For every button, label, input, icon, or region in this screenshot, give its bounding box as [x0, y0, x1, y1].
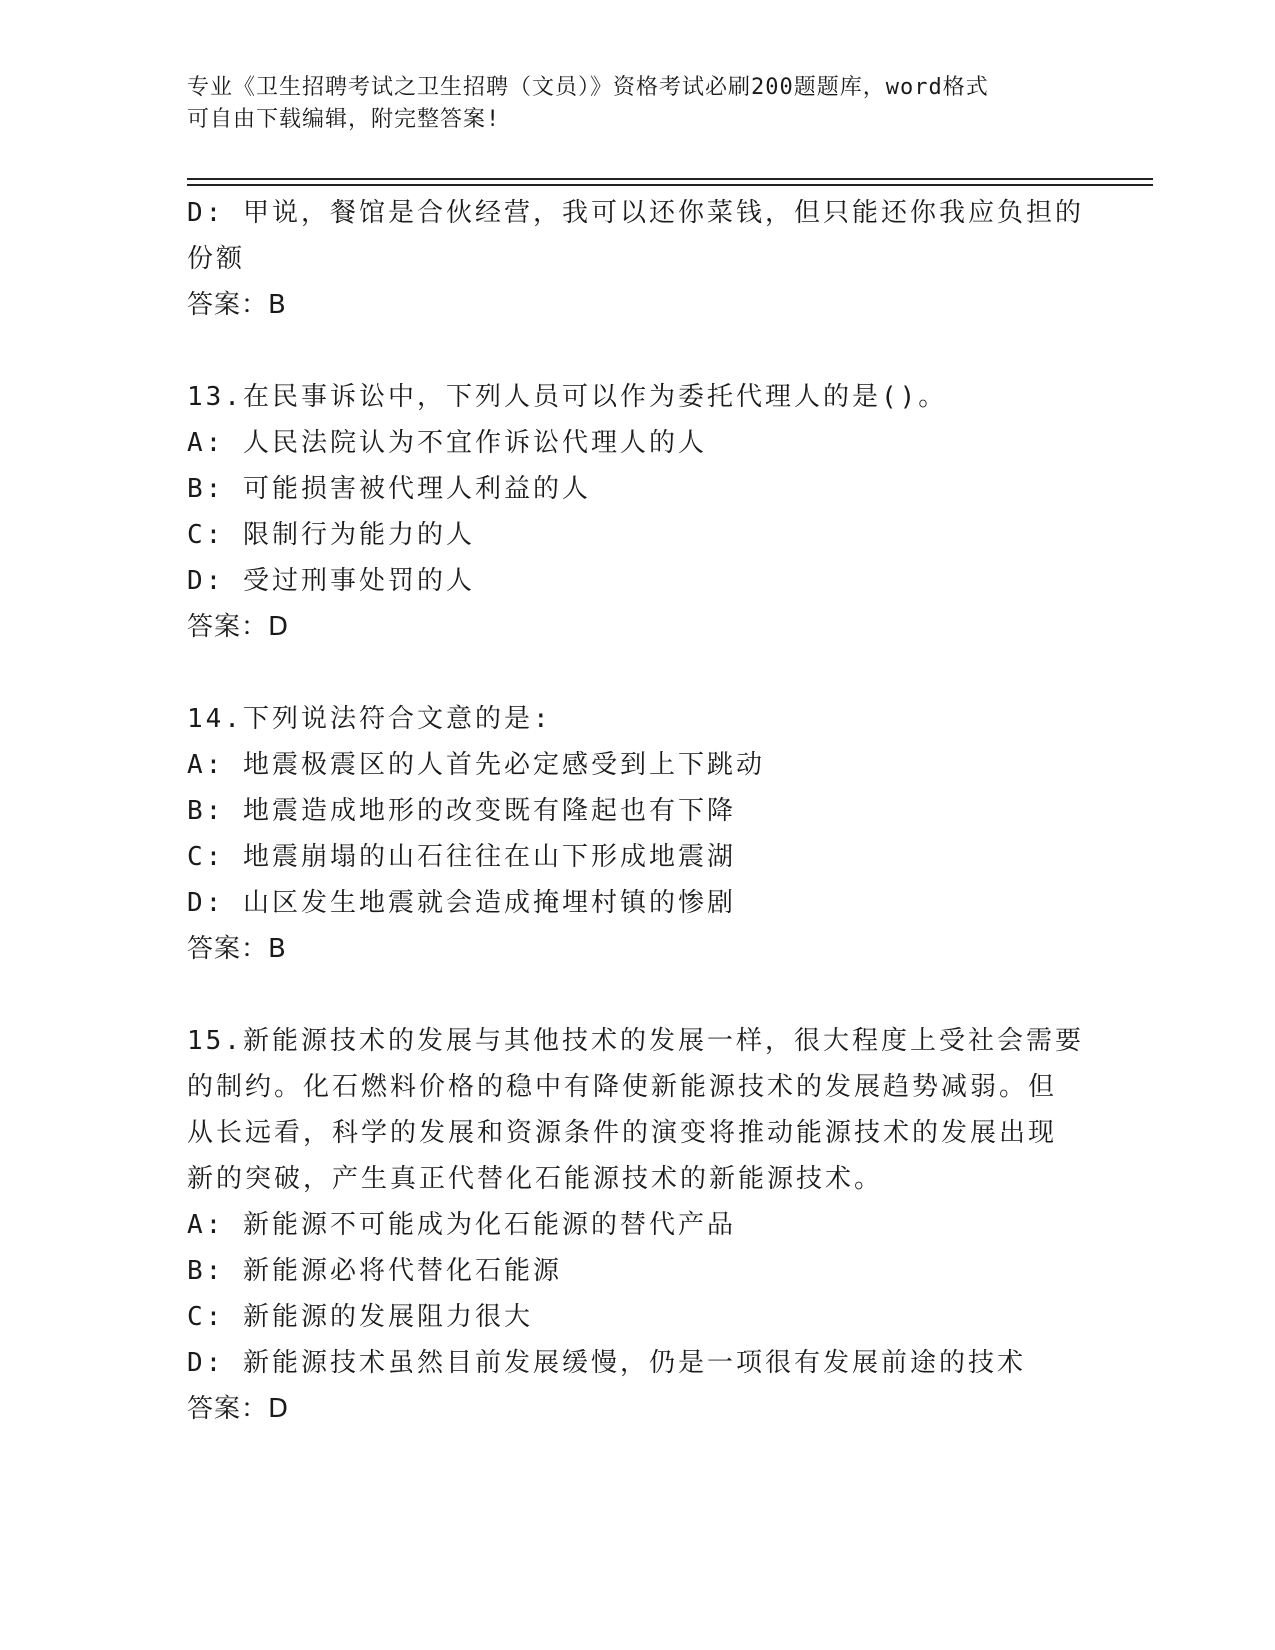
option-d: D: 山区发生地震就会造成掩埋村镇的惨剧 — [187, 888, 736, 918]
question-stem: 14.下列说法符合文意的是: — [187, 704, 552, 734]
answer: 答案：B — [187, 290, 287, 320]
question-13 — [187, 374, 1087, 650]
question-15 — [187, 1018, 1087, 1432]
header-line-1: 专业《卫生招聘考试之卫生招聘（文员）》资格考试必刷200题题库，word格式 — [187, 75, 989, 100]
option-a: A: 人民法院认为不宜作诉讼代理人的人 — [187, 428, 707, 458]
option-b: B: 可能损害被代理人利益的人 — [187, 474, 591, 504]
spacer — [187, 972, 1087, 1018]
option-d: D: 甲说，餐馆是合伙经营，我可以还你菜钱，但只能还你我应负担的 — [187, 198, 1084, 228]
header-divider-top — [187, 178, 1153, 180]
option-c: C: 新能源的发展阻力很大 — [187, 1302, 533, 1332]
answer: 答案：B — [187, 934, 287, 964]
option-a: A: 新能源不可能成为化石能源的替代产品 — [187, 1210, 736, 1240]
option-c: C: 地震崩塌的山石往往在山下形成地震湖 — [187, 842, 736, 872]
question-stem-line-1: 15.新能源技术的发展与其他技术的发展一样，很大程度上受社会需要 — [187, 1026, 1084, 1056]
question-stem: 13.在民事诉讼中，下列人员可以作为委托代理人的是()。 — [187, 382, 948, 412]
option-b: B: 地震造成地形的改变既有隆起也有下降 — [187, 796, 736, 826]
spacer — [187, 328, 1087, 374]
question-stem-line-4: 新的突破，产生真正代替化石能源技术的新能源技术。 — [187, 1164, 884, 1194]
option-a: A: 地震极震区的人首先必定感受到上下跳动 — [187, 750, 765, 780]
question-continued — [187, 190, 1087, 328]
option-b: B: 新能源必将代替化石能源 — [187, 1256, 562, 1286]
question-stem-line-2: 的制约。化石燃料价格的稳中有降使新能源技术的发展趋势减弱。但 — [187, 1072, 1058, 1102]
question-stem-line-3: 从长远看，科学的发展和资源条件的演变将推动能源技术的发展出现 — [187, 1118, 1058, 1148]
document-header — [187, 72, 1087, 136]
document-body — [187, 190, 1087, 1432]
answer: 答案：D — [187, 1394, 290, 1424]
spacer — [187, 650, 1087, 696]
header-line-2: 可自由下载编辑，附完整答案! — [187, 107, 501, 132]
option-d-continued: 份额 — [187, 244, 246, 274]
option-c: C: 限制行为能力的人 — [187, 520, 475, 550]
answer: 答案：D — [187, 612, 290, 642]
question-14 — [187, 696, 1087, 972]
option-d: D: 受过刑事处罚的人 — [187, 566, 475, 596]
option-d: D: 新能源技术虽然目前发展缓慢，仍是一项很有发展前途的技术 — [187, 1348, 1026, 1378]
header-divider-bottom — [187, 184, 1153, 186]
